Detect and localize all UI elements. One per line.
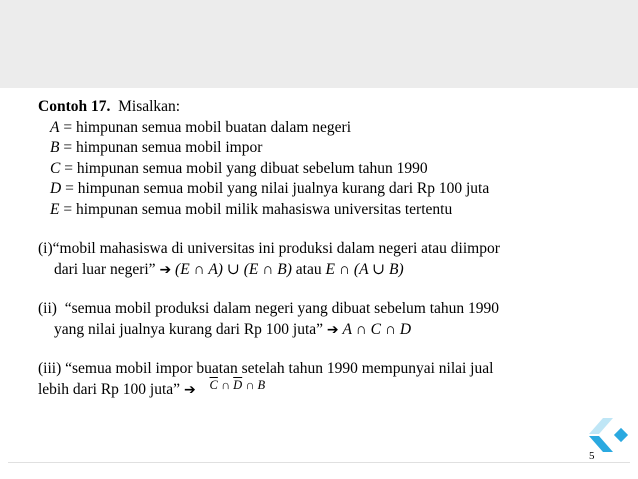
set-symbol: A (50, 118, 60, 136)
item-2-line-1 (38, 299, 618, 320)
complement-c: $\overline{C}$ (209, 377, 218, 392)
item-text: “mobil mahasiswa di universitas ini produksi dalam negeri atau diimpor (52, 240, 500, 257)
item-text: dari luar negeri” (54, 260, 156, 278)
definition-b (38, 138, 618, 159)
set-definition: = himpunan semua mobil yang dibuat sebelum tahun 1990 (64, 159, 428, 177)
complement-d: $\overline{D}$ (233, 377, 243, 392)
slide-logo-icon (589, 412, 629, 458)
logo-upper-stroke (589, 418, 613, 434)
item-3-line-2 (38, 377, 618, 401)
item-1-line-2 (38, 260, 618, 281)
page-number: 5 (589, 450, 595, 462)
arrow-icon: ➔ (159, 261, 172, 278)
definition-a (38, 118, 618, 139)
spacer (38, 280, 618, 299)
spacer (38, 220, 618, 239)
definition-c (38, 159, 618, 180)
logo-diamond (614, 428, 628, 442)
arrow-icon: ➔ (183, 381, 196, 398)
item-text: yang nilai jualnya kurang dari Rp 100 juta” (54, 320, 324, 338)
set-expression-tail: ∩ B (245, 377, 266, 392)
item-text: lebih dari Rp 100 juta” (38, 380, 181, 398)
intersect-symbol: ∩ (221, 377, 231, 392)
set-symbol: D (50, 180, 62, 197)
connector-word: atau (295, 260, 322, 278)
spacer (38, 340, 618, 359)
item-text: “semua mobil impor buatan setelah tahun 1990 mempunyai nilai jual (65, 360, 494, 377)
set-symbol: C (50, 159, 61, 177)
set-definition: = himpunan semua mobil milik mahasiswa universitas tertentu (63, 200, 453, 218)
set-symbol: B (50, 139, 60, 156)
example-heading-line (38, 97, 618, 118)
set-definition: = himpunan semua mobil buatan dalam negeri (63, 118, 352, 136)
footer-divider (8, 462, 630, 463)
item-2-line-2 (38, 320, 618, 341)
set-definition: = himpunan semua mobil yang nilai jualnya kurang dari Rp 100 juta (65, 180, 490, 197)
slide-content (38, 97, 618, 400)
set-expression: A ∩ C ∩ D (342, 320, 412, 338)
definition-d (38, 179, 618, 200)
example-intro: Misalkan: (118, 98, 181, 115)
item-3-line-1 (38, 359, 618, 380)
slide-header-band (0, 0, 638, 88)
item-text: “semua mobil produksi dalam negeri yang dibuat sebelum tahun 1990 (64, 300, 500, 317)
set-definition: = himpunan semua mobil impor (63, 139, 263, 156)
item-label: (i) (38, 240, 53, 257)
example-heading: Contoh 17. (38, 98, 111, 115)
definition-e (38, 200, 618, 221)
item-label: (ii) (38, 300, 57, 317)
set-expression: E ∩ (A ∪ B) (325, 260, 404, 278)
item-label: (iii) (38, 360, 62, 377)
set-symbol: E (50, 200, 60, 218)
arrow-icon: ➔ (326, 321, 339, 338)
item-1-line-1 (38, 239, 618, 260)
set-expression-small (210, 378, 266, 392)
set-expression: (E ∩ A) ∪ (E ∩ B) (175, 260, 292, 278)
